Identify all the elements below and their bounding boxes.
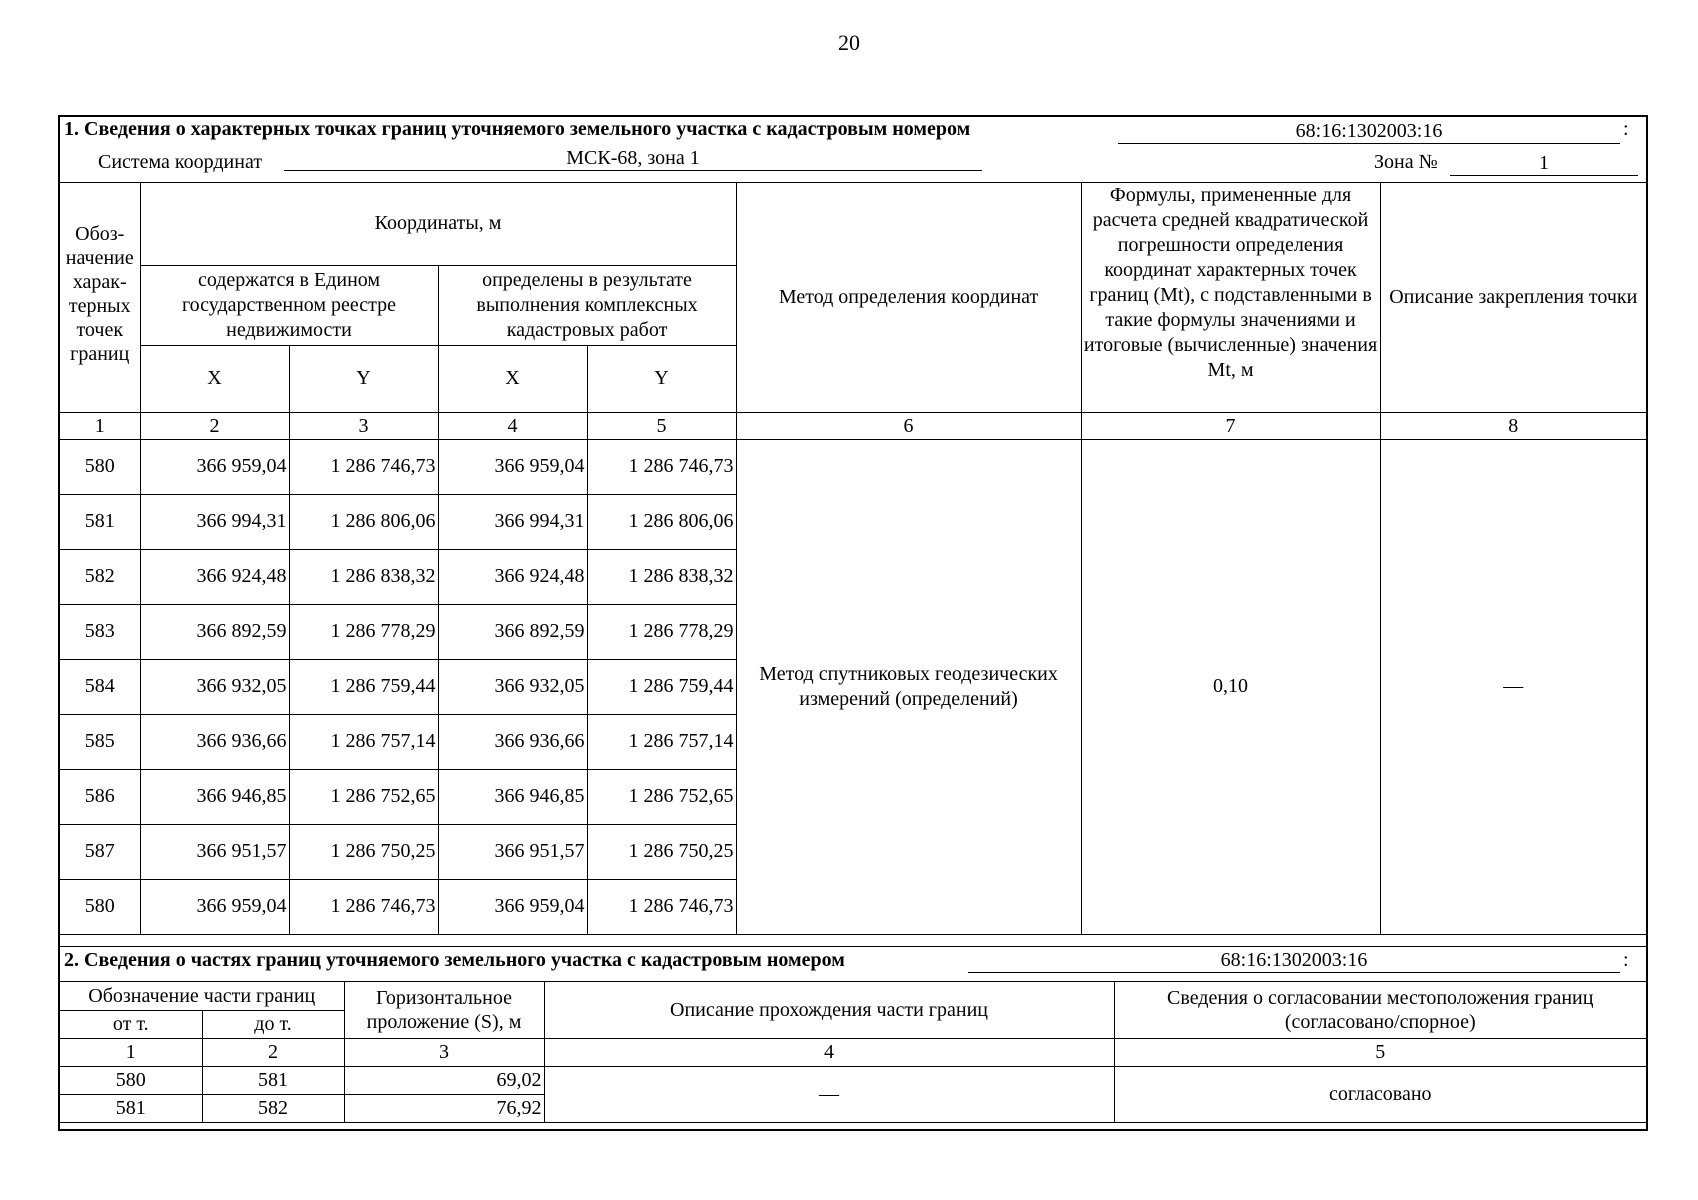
point-number: 582 [60,549,140,604]
column-number: 5 [587,412,736,439]
egrn-y: 1 286 778,29 [289,604,438,659]
table-row [60,1066,1646,1094]
determined-x: 366 932,05 [438,659,587,714]
egrn-x: 366 994,31 [140,494,289,549]
column-number: 3 [344,1038,544,1066]
header-from: от т. [60,1010,202,1038]
determined-y: 1 286 752,65 [587,769,736,824]
header-part-designation: Обозначение части границ [60,982,344,1010]
header-description: Описание закрепления точки [1380,183,1646,412]
page-number: 20 [838,30,860,55]
egrn-x: 366 932,05 [140,659,289,714]
egrn-y: 1 286 759,44 [289,659,438,714]
points-table [60,183,1646,935]
determined-x: 366 892,59 [438,604,587,659]
egrn-x: 366 959,04 [140,439,289,494]
point-number: 586 [60,769,140,824]
section1-title: 1. Сведения о характерных точках границ уточняемого земельного участка с кадастровым номером [64,118,971,140]
determined-y: 1 286 746,73 [587,879,736,934]
part-to: 582 [202,1094,344,1122]
document-frame [58,115,1648,1131]
part-from: 580 [60,1066,202,1094]
parts-table [60,982,1646,1123]
egrn-x: 366 959,04 [140,879,289,934]
part-length: 76,92 [344,1094,544,1122]
point-number: 580 [60,439,140,494]
egrn-y: 1 286 757,14 [289,714,438,769]
header-passage: Описание прохождения части границ [544,982,1114,1038]
header-formulas: Формулы, примененные для расчета средней квадратической погрешности определения координат характерных точек границ (Mt), с подставленными в такие формулы значениями и итоговые (вычисленные) значения Mt, м [1081,183,1380,412]
zone-label: Зона № [1374,151,1438,173]
column-number: 1 [60,412,140,439]
header-to: до т. [202,1010,344,1038]
egrn-y: 1 286 746,73 [289,439,438,494]
column-number: 7 [1081,412,1380,439]
header-method: Метод определения координат [736,183,1081,412]
determined-x: 366 951,57 [438,824,587,879]
header-coordinates: Координаты, м [140,183,736,265]
column-number: 5 [1114,1038,1646,1066]
header-agreement: Сведения о согласовании местоположения границ (согласовано/спорное) [1114,982,1646,1038]
egrn-x: 366 946,85 [140,769,289,824]
column-number: 1 [60,1038,202,1066]
header-x2: X [438,345,587,412]
determined-y: 1 286 778,29 [587,604,736,659]
determined-x: 366 946,85 [438,769,587,824]
determined-y: 1 286 750,25 [587,824,736,879]
egrn-y: 1 286 752,65 [289,769,438,824]
coord-system-label: Система координат [98,151,263,173]
mt-value: 0,10 [1081,439,1380,934]
determined-x: 366 959,04 [438,879,587,934]
section1-colon: : [1623,118,1629,140]
determined-x: 366 959,04 [438,439,587,494]
column-number: 4 [438,412,587,439]
egrn-x: 366 936,66 [140,714,289,769]
point-number: 583 [60,604,140,659]
point-number: 581 [60,494,140,549]
description-value: — [1380,439,1646,934]
header-designation: Обоз- начение харак- терных точек границ [60,183,140,412]
point-number: 585 [60,714,140,769]
column-number: 2 [202,1038,344,1066]
section2-title: 2. Сведения о частях границ уточняемого земельного участка с кадастровым номером [64,949,845,971]
header-horizontal: Горизонтальное проложение (S), м [344,982,544,1038]
header-egrn: содержатся в Едином государственном реестре недвижимости [140,265,438,345]
table-row [60,439,1646,494]
determined-x: 366 924,48 [438,549,587,604]
column-number: 8 [1380,412,1646,439]
passage-value: — [544,1066,1114,1122]
column-number: 4 [544,1038,1114,1066]
coord-system-value: МСК-68, зона 1 [284,147,982,171]
point-number: 580 [60,879,140,934]
egrn-y: 1 286 838,32 [289,549,438,604]
part-from: 581 [60,1094,202,1122]
method-value: Метод спутниковых геодезических измерений (определений) [736,439,1081,934]
header-determined: определены в результате выполнения комплексных кадастровых работ [438,265,736,345]
header-y1: Y [289,345,438,412]
part-length: 69,02 [344,1066,544,1094]
section2-cadastral-number: 68:16:1302003:16 [968,949,1620,973]
egrn-x: 366 951,57 [140,824,289,879]
determined-y: 1 286 838,32 [587,549,736,604]
egrn-y: 1 286 750,25 [289,824,438,879]
point-number: 587 [60,824,140,879]
agreement-value: согласовано [1114,1066,1646,1122]
determined-y: 1 286 759,44 [587,659,736,714]
section2-header [60,946,1646,982]
part-to: 581 [202,1066,344,1094]
determined-y: 1 286 757,14 [587,714,736,769]
section1-cadastral-number: 68:16:1302003:16 [1118,120,1620,144]
point-number: 584 [60,659,140,714]
zone-value: 1 [1450,152,1638,176]
egrn-x: 366 924,48 [140,549,289,604]
egrn-x: 366 892,59 [140,604,289,659]
egrn-y: 1 286 806,06 [289,494,438,549]
column-number: 2 [140,412,289,439]
determined-y: 1 286 806,06 [587,494,736,549]
determined-x: 366 936,66 [438,714,587,769]
determined-x: 366 994,31 [438,494,587,549]
determined-y: 1 286 746,73 [587,439,736,494]
section1-header [60,117,1646,183]
column-number: 3 [289,412,438,439]
section2-colon: : [1623,949,1629,971]
egrn-y: 1 286 746,73 [289,879,438,934]
header-y2: Y [587,345,736,412]
column-number: 6 [736,412,1081,439]
header-x1: X [140,345,289,412]
